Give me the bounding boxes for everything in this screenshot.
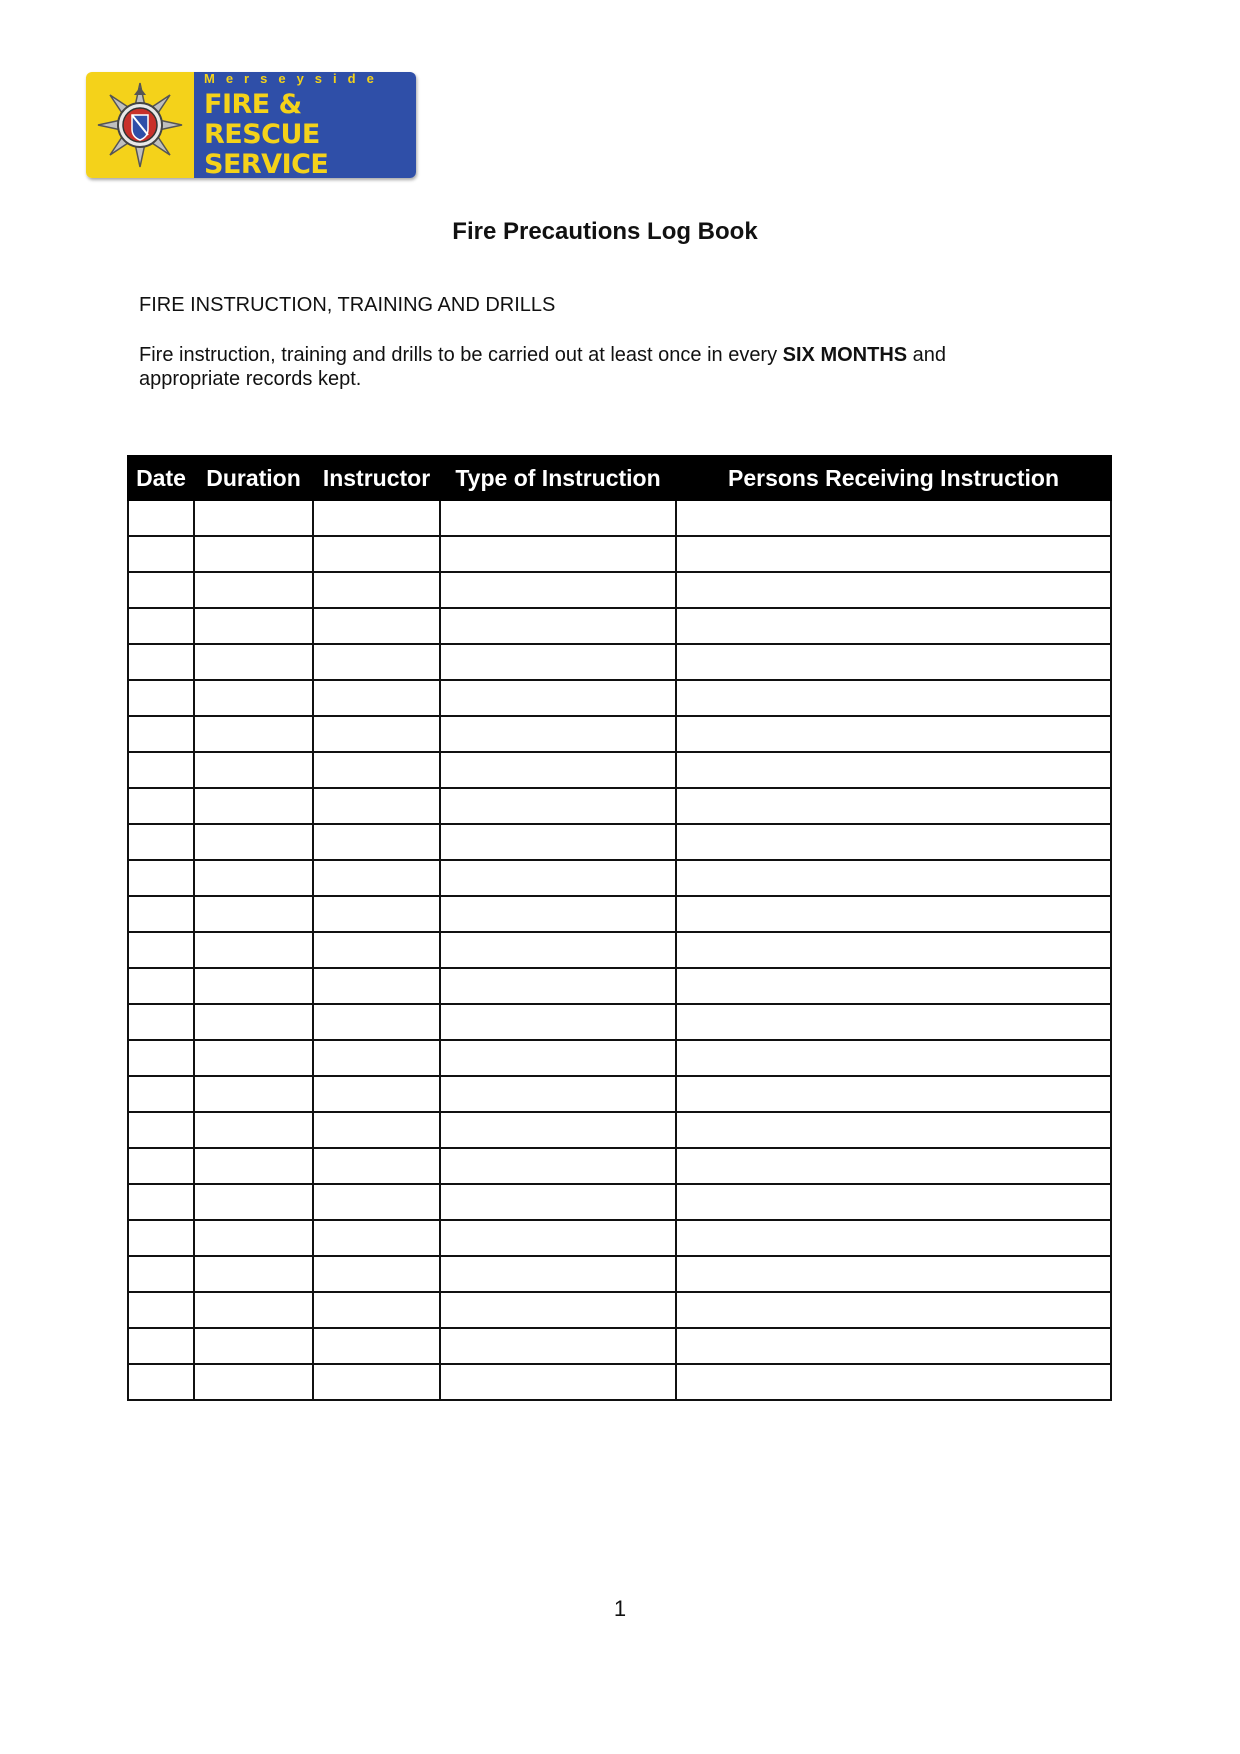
table-row — [128, 824, 1111, 860]
cell-persons-receiving[interactable] — [676, 1076, 1111, 1112]
column-header-date: Date — [128, 456, 194, 500]
cell-date[interactable] — [128, 536, 194, 572]
cell-type-of-instruction[interactable] — [440, 500, 676, 536]
cell-duration[interactable] — [194, 716, 313, 752]
cell-date[interactable] — [128, 932, 194, 968]
intro-text-after: and appropriate records kept. — [139, 344, 947, 390]
cell-type-of-instruction[interactable] — [440, 860, 676, 896]
cell-instructor[interactable] — [313, 680, 440, 716]
table-row — [128, 644, 1111, 680]
cell-instructor[interactable] — [313, 788, 440, 824]
page-number: 1 — [613, 1596, 627, 1621]
cell-instructor[interactable] — [313, 608, 440, 644]
cell-persons-receiving[interactable] — [676, 1184, 1111, 1220]
cell-date[interactable] — [128, 1328, 194, 1364]
cell-duration[interactable] — [194, 788, 313, 824]
cell-duration[interactable] — [194, 680, 313, 716]
cell-date[interactable] — [128, 608, 194, 644]
merseyside-fire-rescue-logo — [86, 72, 416, 178]
cell-instructor[interactable] — [313, 1004, 440, 1040]
cell-persons-receiving[interactable] — [676, 1040, 1111, 1076]
cell-date[interactable] — [128, 860, 194, 896]
cell-type-of-instruction[interactable] — [440, 968, 676, 1004]
table-row — [128, 500, 1111, 536]
table-row — [128, 536, 1111, 572]
cell-duration[interactable] — [194, 1184, 313, 1220]
logo-line-2: SERVICE — [204, 148, 329, 178]
cell-persons-receiving[interactable] — [676, 644, 1111, 680]
cell-instructor[interactable] — [313, 1328, 440, 1364]
table-row — [128, 1220, 1111, 1256]
table-row — [128, 1364, 1111, 1400]
cell-date[interactable] — [128, 680, 194, 716]
column-header-type-of-instruction: Type of Instruction — [440, 456, 676, 500]
cell-duration[interactable] — [194, 536, 313, 572]
cell-instructor[interactable] — [313, 500, 440, 536]
cell-type-of-instruction[interactable] — [440, 1148, 676, 1184]
cell-date[interactable] — [128, 644, 194, 680]
cell-type-of-instruction[interactable] — [440, 644, 676, 680]
cell-instructor[interactable] — [313, 1040, 440, 1076]
table-row — [128, 968, 1111, 1004]
cell-persons-receiving[interactable] — [676, 1220, 1111, 1256]
table-row — [128, 608, 1111, 644]
cell-persons-receiving[interactable] — [676, 1328, 1111, 1364]
cell-date[interactable] — [128, 824, 194, 860]
cell-persons-receiving[interactable] — [676, 1292, 1111, 1328]
cell-instructor[interactable] — [313, 1112, 440, 1148]
cell-instructor[interactable] — [313, 752, 440, 788]
cell-instructor[interactable] — [313, 1076, 440, 1112]
cell-persons-receiving[interactable] — [676, 536, 1111, 572]
cell-instructor[interactable] — [313, 716, 440, 752]
table-row — [128, 896, 1111, 932]
cell-type-of-instruction[interactable] — [440, 1220, 676, 1256]
cell-instructor[interactable] — [313, 1364, 440, 1400]
cell-type-of-instruction[interactable] — [440, 608, 676, 644]
cell-date[interactable] — [128, 1220, 194, 1256]
cell-type-of-instruction[interactable] — [440, 1004, 676, 1040]
cell-type-of-instruction[interactable] — [440, 1184, 676, 1220]
cell-duration[interactable] — [194, 860, 313, 896]
column-header-instructor: Instructor — [313, 456, 440, 500]
cell-type-of-instruction[interactable] — [440, 1328, 676, 1364]
cell-duration[interactable] — [194, 1112, 313, 1148]
cell-instructor[interactable] — [313, 1256, 440, 1292]
cell-duration[interactable] — [194, 644, 313, 680]
cell-date[interactable] — [128, 968, 194, 1004]
logo-tagline: Merseyside — [204, 72, 385, 86]
page-title: Fire Precautions Log Book — [452, 218, 758, 245]
cell-type-of-instruction[interactable] — [440, 1292, 676, 1328]
cell-date[interactable] — [128, 1148, 194, 1184]
logo-wordmark — [194, 72, 416, 178]
cell-persons-receiving[interactable] — [676, 572, 1111, 608]
logo-line-1: FIRE & RESCUE — [204, 88, 320, 150]
cell-instructor[interactable] — [313, 644, 440, 680]
cell-date[interactable] — [128, 1004, 194, 1040]
cell-type-of-instruction[interactable] — [440, 788, 676, 824]
table-row — [128, 752, 1111, 788]
cell-duration[interactable] — [194, 1040, 313, 1076]
section-heading: FIRE INSTRUCTION, TRAINING AND DRILLS — [139, 294, 556, 316]
cell-persons-receiving[interactable] — [676, 716, 1111, 752]
column-header-persons-receiving: Persons Receiving Instruction — [676, 456, 1111, 500]
cell-date[interactable] — [128, 788, 194, 824]
cell-date[interactable] — [128, 716, 194, 752]
cell-persons-receiving[interactable] — [676, 1148, 1111, 1184]
cell-duration[interactable] — [194, 824, 313, 860]
cell-date[interactable] — [128, 1076, 194, 1112]
cell-persons-receiving[interactable] — [676, 1364, 1111, 1400]
cell-duration[interactable] — [194, 500, 313, 536]
cell-date[interactable] — [128, 1184, 194, 1220]
cell-instructor[interactable] — [313, 1184, 440, 1220]
cell-duration[interactable] — [194, 1292, 313, 1328]
cell-type-of-instruction[interactable] — [440, 572, 676, 608]
intro-text-before: Fire instruction, training and drills to be carried out at least once in every — [139, 344, 783, 366]
cell-date[interactable] — [128, 1292, 194, 1328]
cell-type-of-instruction[interactable] — [440, 896, 676, 932]
intro-emphasis: SIX MONTHS — [782, 344, 908, 366]
cell-date[interactable] — [128, 1040, 194, 1076]
table-row — [128, 1040, 1111, 1076]
cell-type-of-instruction[interactable] — [440, 716, 676, 752]
instruction-log-table — [127, 455, 1112, 1401]
table-row — [128, 1292, 1111, 1328]
cell-instructor[interactable] — [313, 572, 440, 608]
cell-persons-receiving[interactable] — [676, 680, 1111, 716]
cell-persons-receiving[interactable] — [676, 824, 1111, 860]
cell-duration[interactable] — [194, 1004, 313, 1040]
cell-date[interactable] — [128, 1256, 194, 1292]
cell-duration[interactable] — [194, 608, 313, 644]
cell-duration[interactable] — [194, 752, 313, 788]
cell-persons-receiving[interactable] — [676, 1112, 1111, 1148]
cell-duration[interactable] — [194, 1364, 313, 1400]
cell-duration[interactable] — [194, 896, 313, 932]
cell-duration[interactable] — [194, 968, 313, 1004]
cell-persons-receiving[interactable] — [676, 968, 1111, 1004]
cell-type-of-instruction[interactable] — [440, 1256, 676, 1292]
table-row — [128, 932, 1111, 968]
cell-instructor[interactable] — [313, 824, 440, 860]
table-row — [128, 860, 1111, 896]
cell-date[interactable] — [128, 572, 194, 608]
cell-date[interactable] — [128, 752, 194, 788]
cell-type-of-instruction[interactable] — [440, 824, 676, 860]
cell-instructor[interactable] — [313, 860, 440, 896]
cell-type-of-instruction[interactable] — [440, 1364, 676, 1400]
cell-duration[interactable] — [194, 1076, 313, 1112]
fire-service-crest-icon — [86, 72, 194, 178]
cell-instructor[interactable] — [313, 968, 440, 1004]
table-row — [128, 1004, 1111, 1040]
cell-persons-receiving[interactable] — [676, 1004, 1111, 1040]
cell-persons-receiving[interactable] — [676, 788, 1111, 824]
table-row — [128, 1328, 1111, 1364]
table-row — [128, 1112, 1111, 1148]
cell-type-of-instruction[interactable] — [440, 680, 676, 716]
cell-type-of-instruction[interactable] — [440, 536, 676, 572]
cell-duration[interactable] — [194, 572, 313, 608]
cell-persons-receiving[interactable] — [676, 896, 1111, 932]
cell-date[interactable] — [128, 1112, 194, 1148]
cell-date[interactable] — [128, 500, 194, 536]
cell-type-of-instruction[interactable] — [440, 752, 676, 788]
cell-persons-receiving[interactable] — [676, 1256, 1111, 1292]
cell-duration[interactable] — [194, 1220, 313, 1256]
cell-duration[interactable] — [194, 932, 313, 968]
table-row — [128, 788, 1111, 824]
column-header-duration: Duration — [194, 456, 313, 500]
cell-duration[interactable] — [194, 1148, 313, 1184]
cell-persons-receiving[interactable] — [676, 752, 1111, 788]
table-row — [128, 1184, 1111, 1220]
cell-instructor[interactable] — [313, 536, 440, 572]
table-row — [128, 1148, 1111, 1184]
cell-instructor[interactable] — [313, 896, 440, 932]
cell-duration[interactable] — [194, 1256, 313, 1292]
table-row — [128, 1076, 1111, 1112]
cell-instructor[interactable] — [313, 932, 440, 968]
table-row — [128, 680, 1111, 716]
table-header-row — [128, 456, 1111, 500]
cell-type-of-instruction[interactable] — [440, 1040, 676, 1076]
cell-type-of-instruction[interactable] — [440, 932, 676, 968]
cell-date[interactable] — [128, 896, 194, 932]
cell-instructor[interactable] — [313, 1292, 440, 1328]
cell-instructor[interactable] — [313, 1148, 440, 1184]
cell-instructor[interactable] — [313, 1220, 440, 1256]
cell-type-of-instruction[interactable] — [440, 1112, 676, 1148]
table-row — [128, 1256, 1111, 1292]
cell-type-of-instruction[interactable] — [440, 1076, 676, 1112]
cell-persons-receiving[interactable] — [676, 860, 1111, 896]
table-row — [128, 572, 1111, 608]
table-row — [128, 716, 1111, 752]
cell-persons-receiving[interactable] — [676, 500, 1111, 536]
cell-persons-receiving[interactable] — [676, 608, 1111, 644]
cell-date[interactable] — [128, 1364, 194, 1400]
cell-persons-receiving[interactable] — [676, 932, 1111, 968]
intro-paragraph — [139, 343, 1039, 391]
cell-duration[interactable] — [194, 1328, 313, 1364]
table-body — [128, 500, 1111, 1400]
